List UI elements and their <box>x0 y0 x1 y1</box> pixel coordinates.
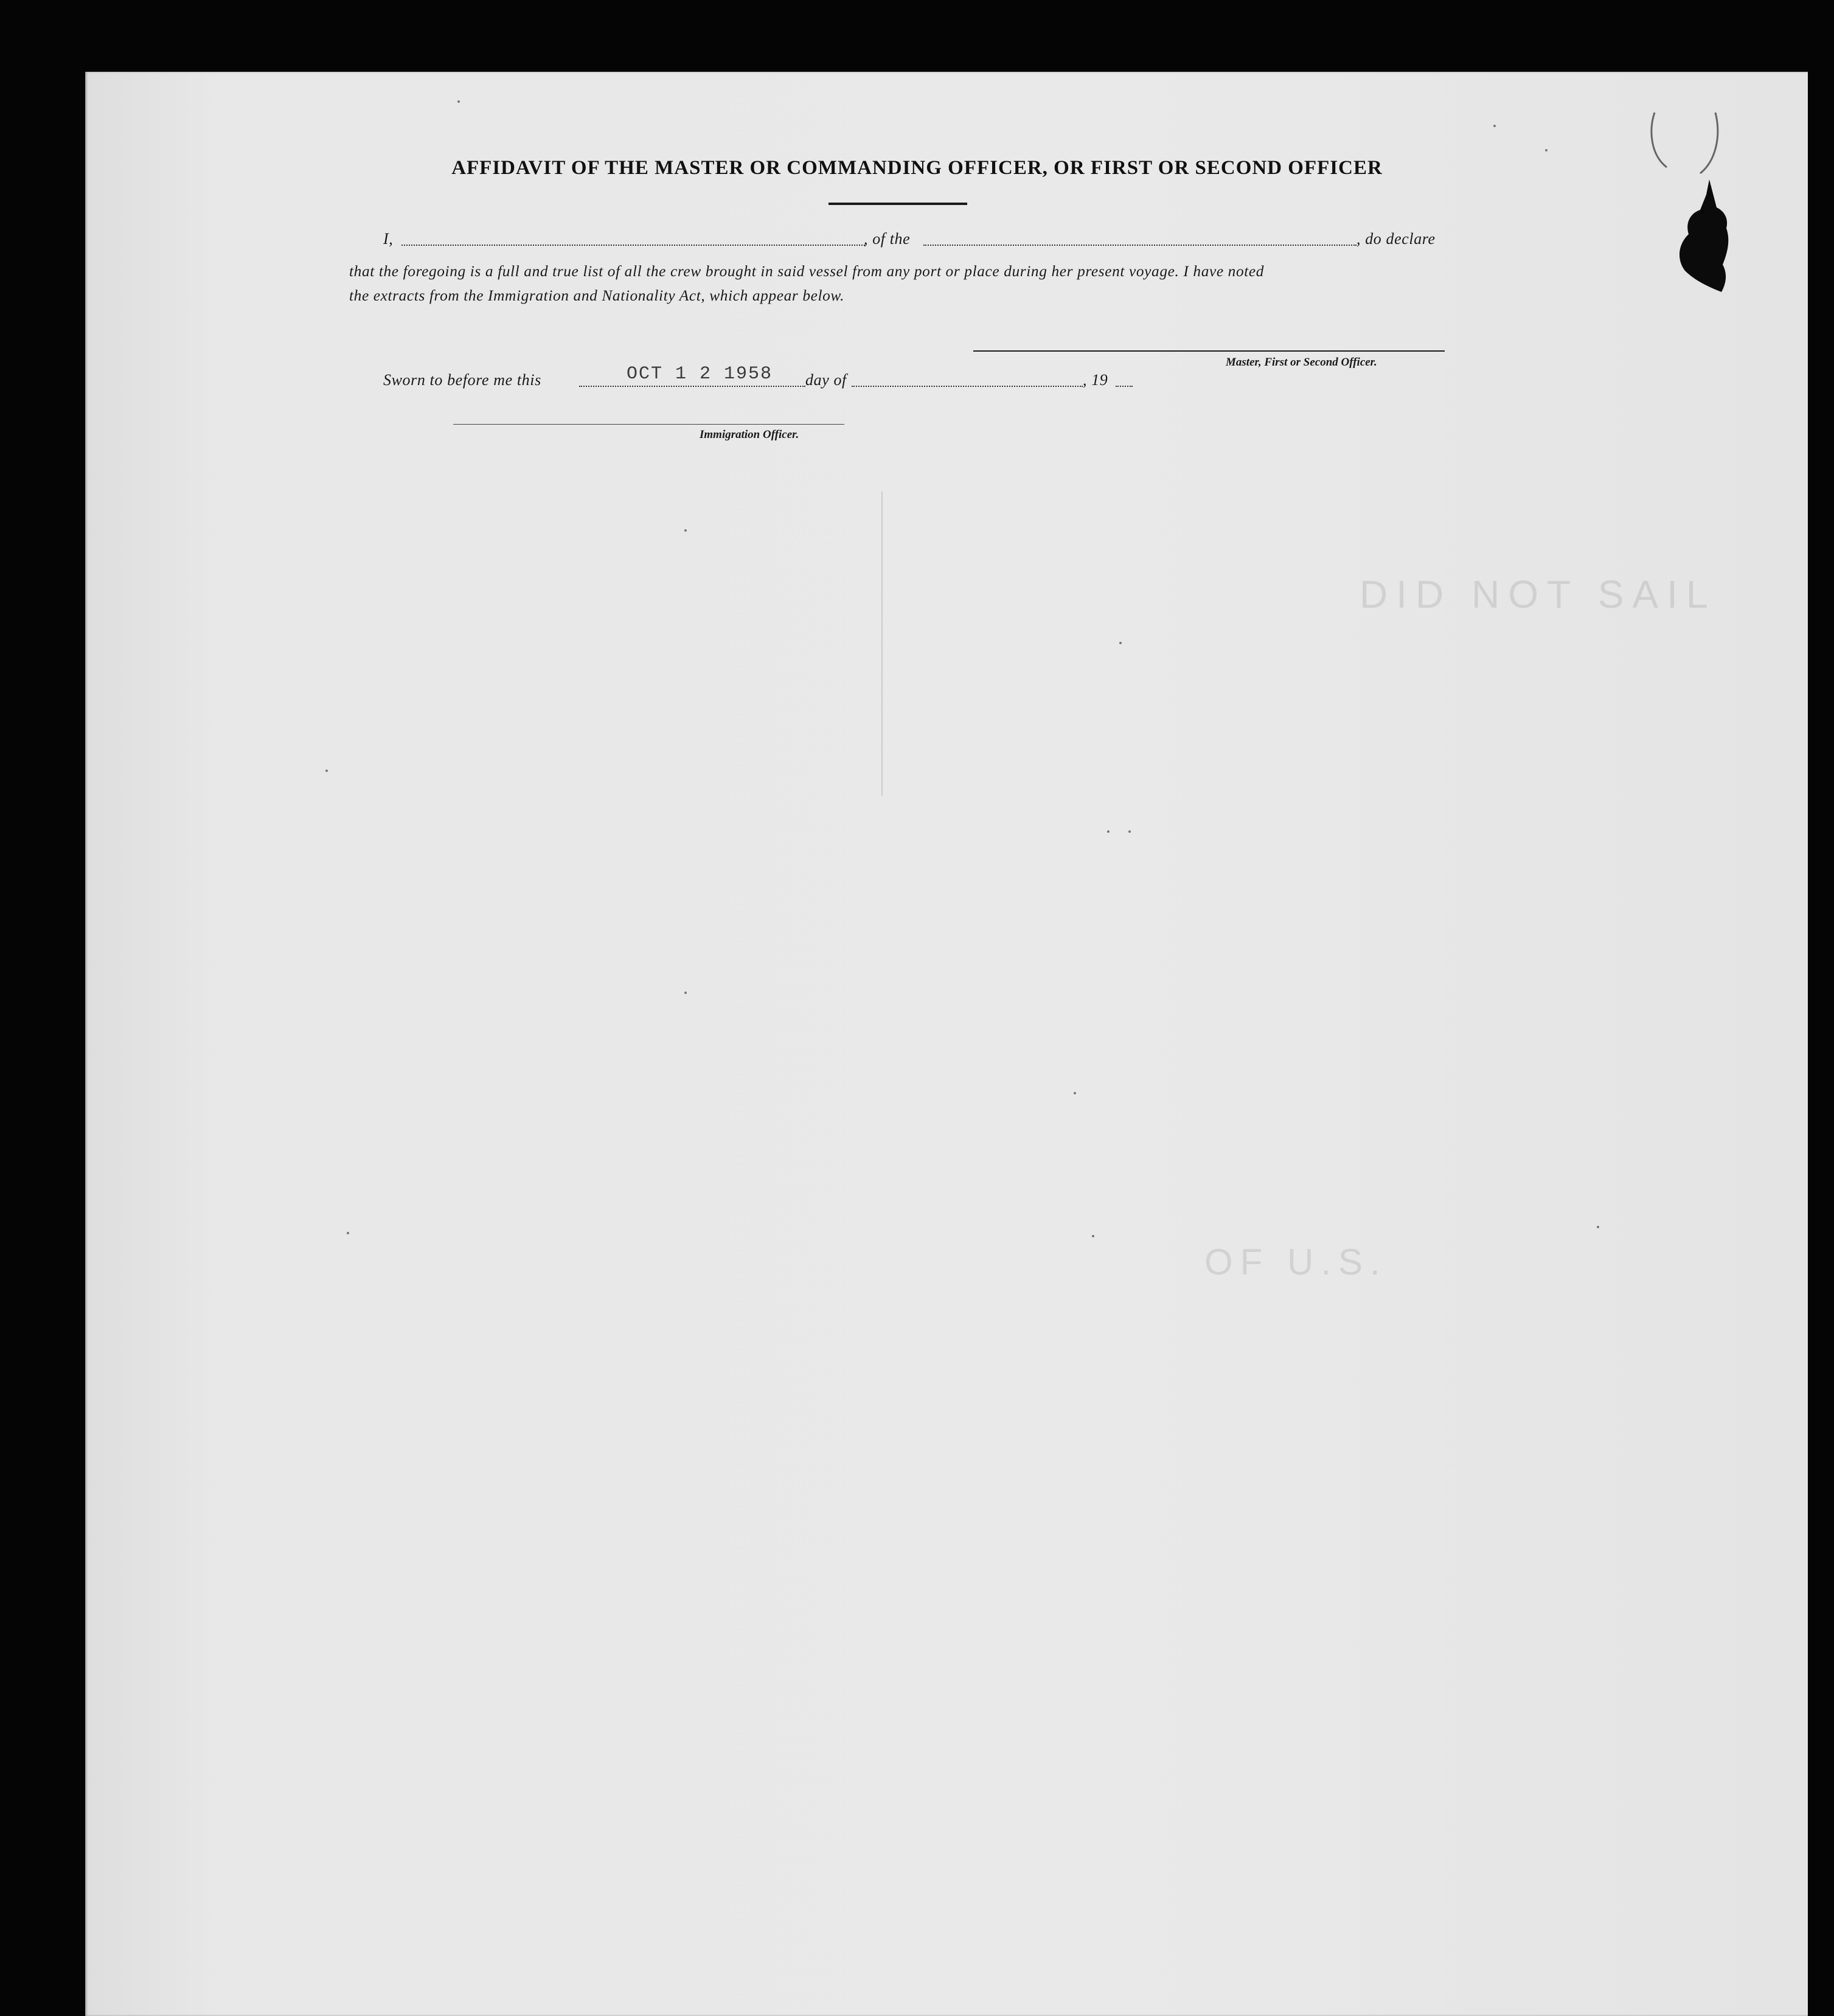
bleed-through-text: DID NOT SAIL <box>1360 572 1717 616</box>
declaration-do-declare: , do declare <box>1356 230 1436 248</box>
declaration-of-the: , of the <box>864 230 911 248</box>
speck <box>1597 1226 1599 1228</box>
sworn-month-field[interactable] <box>852 386 1083 387</box>
speck <box>684 992 687 994</box>
speck <box>347 1232 349 1234</box>
immigration-officer-signature-line[interactable] <box>453 424 844 425</box>
speck <box>1107 830 1110 833</box>
speck <box>325 770 328 772</box>
declaration-line-3: the extracts from the Immigration and Nationality Act, which appear below. <box>349 287 845 304</box>
title-underline <box>828 203 967 205</box>
document-sheet <box>85 72 1808 2016</box>
master-signature-caption: Master, First or Second Officer. <box>1226 356 1377 369</box>
page-title: AFFIDAVIT OF THE MASTER OR COMMANDING OFFICER, OR FIRST OR SECOND OFFICER <box>451 157 1383 179</box>
ink-blot-mark <box>1642 106 1734 301</box>
sworn-date-field[interactable] <box>579 386 805 387</box>
sworn-year-field[interactable] <box>1116 386 1133 387</box>
immigration-officer-caption: Immigration Officer. <box>700 428 799 441</box>
speck <box>1493 125 1496 127</box>
master-signature-line[interactable] <box>973 350 1445 352</box>
speck <box>1092 1235 1094 1237</box>
sworn-day-of: day of <box>805 371 847 389</box>
fold-mark <box>881 492 883 796</box>
speck <box>1119 642 1122 644</box>
speck <box>457 100 460 103</box>
date-stamp: OCT 1 2 1958 <box>627 364 773 384</box>
speck <box>684 529 687 532</box>
sworn-lead: Sworn to before me this <box>383 371 541 389</box>
name-field[interactable] <box>401 245 865 246</box>
bleed-through-text: OF U.S. <box>1204 1242 1388 1282</box>
declaration-line-2: that the foregoing is a full and true list of all the crew brought in said vessel from any port or place during her present voyage. I have noted <box>349 263 1265 280</box>
speck <box>1545 149 1547 151</box>
declaration-lead: I, <box>383 230 394 248</box>
speck <box>1074 1092 1076 1094</box>
vessel-field[interactable] <box>923 245 1356 246</box>
speck <box>1128 830 1131 833</box>
sworn-year-prefix: , 19 <box>1083 371 1108 389</box>
